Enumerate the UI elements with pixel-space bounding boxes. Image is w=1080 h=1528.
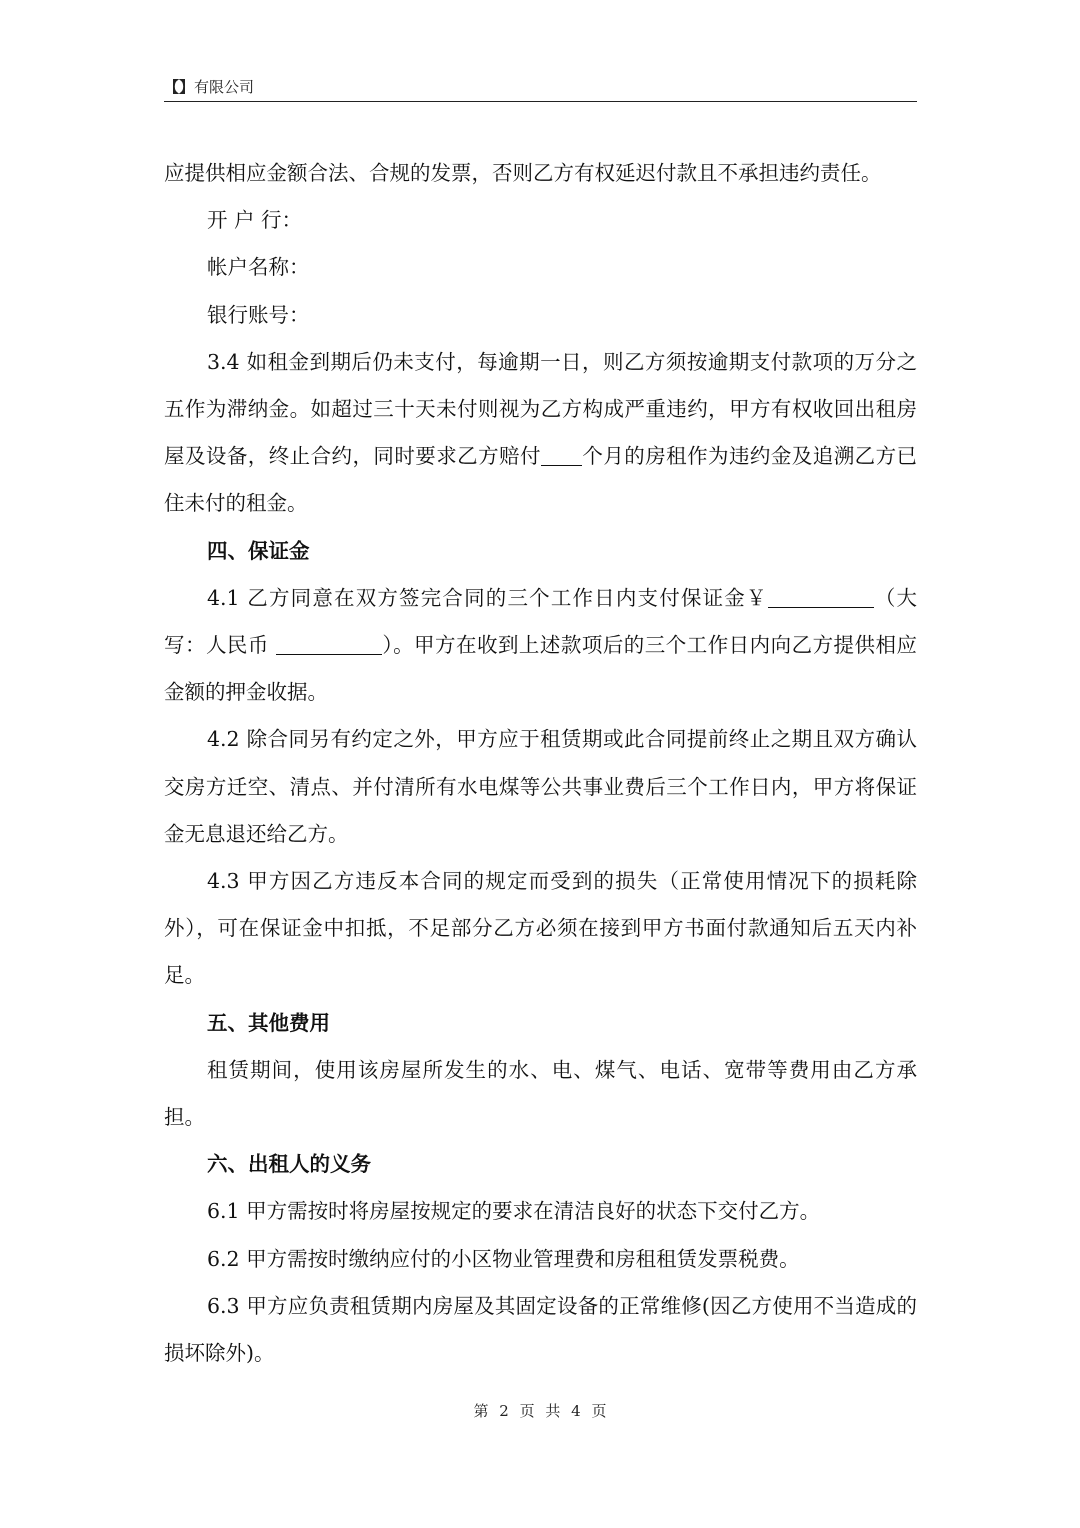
clause-6-2: 6.2 甲方需按时缴纳应付的小区物业管理费和房租租赁发票税费。 — [207, 1246, 800, 1271]
clause-3-4 — [164, 339, 917, 528]
heading-lessor-obligations: 六、出租人的义务 — [207, 1152, 371, 1177]
clause-4-1-text-a: 4.1 乙方同意在双方签完合同的三个工作日内支付保证金￥ — [207, 585, 768, 610]
clause-4-1-text-c: ）。甲方在收到上述款项后的三个工作日内向乙方提供相应金额的押金收据。 — [164, 633, 917, 705]
clause-6-1: 6.1 甲方需按时将房屋按规定的要求在清洁良好的状态下交付乙方。 — [207, 1199, 821, 1224]
clause-5: 租赁期间，使用该房屋所发生的水、电、煤气、电话、宽带等费用由乙方承担。 — [164, 1057, 917, 1130]
clause-4-3: 4.3 甲方因乙方违反本合同的规定而受到的损失（正常使用情况下的损耗除外），可在保证金中扣抵，不足部分乙方必须在接到甲方书面付款通知后五天内补足。 — [164, 869, 917, 988]
header-brackets: 【】 — [164, 78, 195, 96]
heading-other-fees: 五、其他费用 — [207, 1010, 330, 1035]
document-body — [164, 150, 917, 1377]
deposit-amount-blank — [768, 586, 874, 608]
paragraph-invoice: 应提供相应金额合法、合规的发票，否则乙方有权延迟付款且不承担违约责任。 — [164, 161, 882, 185]
heading-deposit: 四、保证金 — [207, 538, 310, 563]
clause-3-4-text-a: 3.4 如租金到期后仍未支付，每逾期一日，则乙方须按逾期支付款项的万分之五作为滞纳金。如超过三十天未付则视为乙方构成严重违约，甲方有权收回出租房屋及设备，终止合约，同时要求乙方赔付 — [164, 349, 917, 469]
account-name-field: 帐户名称： — [207, 255, 310, 280]
clause-6-3: 6.3 甲方应负责租赁期内房屋及其固定设备的正常维修(因乙方使用不当造成的损坏除外)。 — [164, 1293, 917, 1366]
clause-4-2: 4.2 除合同另有约定之外，甲方应于租赁期或此合同提前终止之期且双方确认交房方迁空、清点、并付清所有水电煤等公共事业费后三个工作日内，甲方将保证金无息退还给乙方。 — [164, 727, 917, 846]
clause-3-4-text-b: 个月的房租作为违约金及追溯乙方已住未付的租金。 — [164, 444, 918, 516]
header-company-name: 有限公司 — [194, 78, 255, 96]
clause-4-1-text-b: （大写：人民币 — [164, 585, 918, 658]
months-blank — [541, 445, 582, 467]
page-number: 第 2 页 共 4 页 — [473, 1402, 607, 1420]
deposit-amount-words-blank — [276, 634, 382, 656]
page-header — [164, 74, 917, 102]
account-number-field: 银行账号： — [207, 302, 310, 327]
clause-4-1 — [164, 575, 917, 717]
bank-name-field: 开 户 行： — [207, 208, 303, 233]
